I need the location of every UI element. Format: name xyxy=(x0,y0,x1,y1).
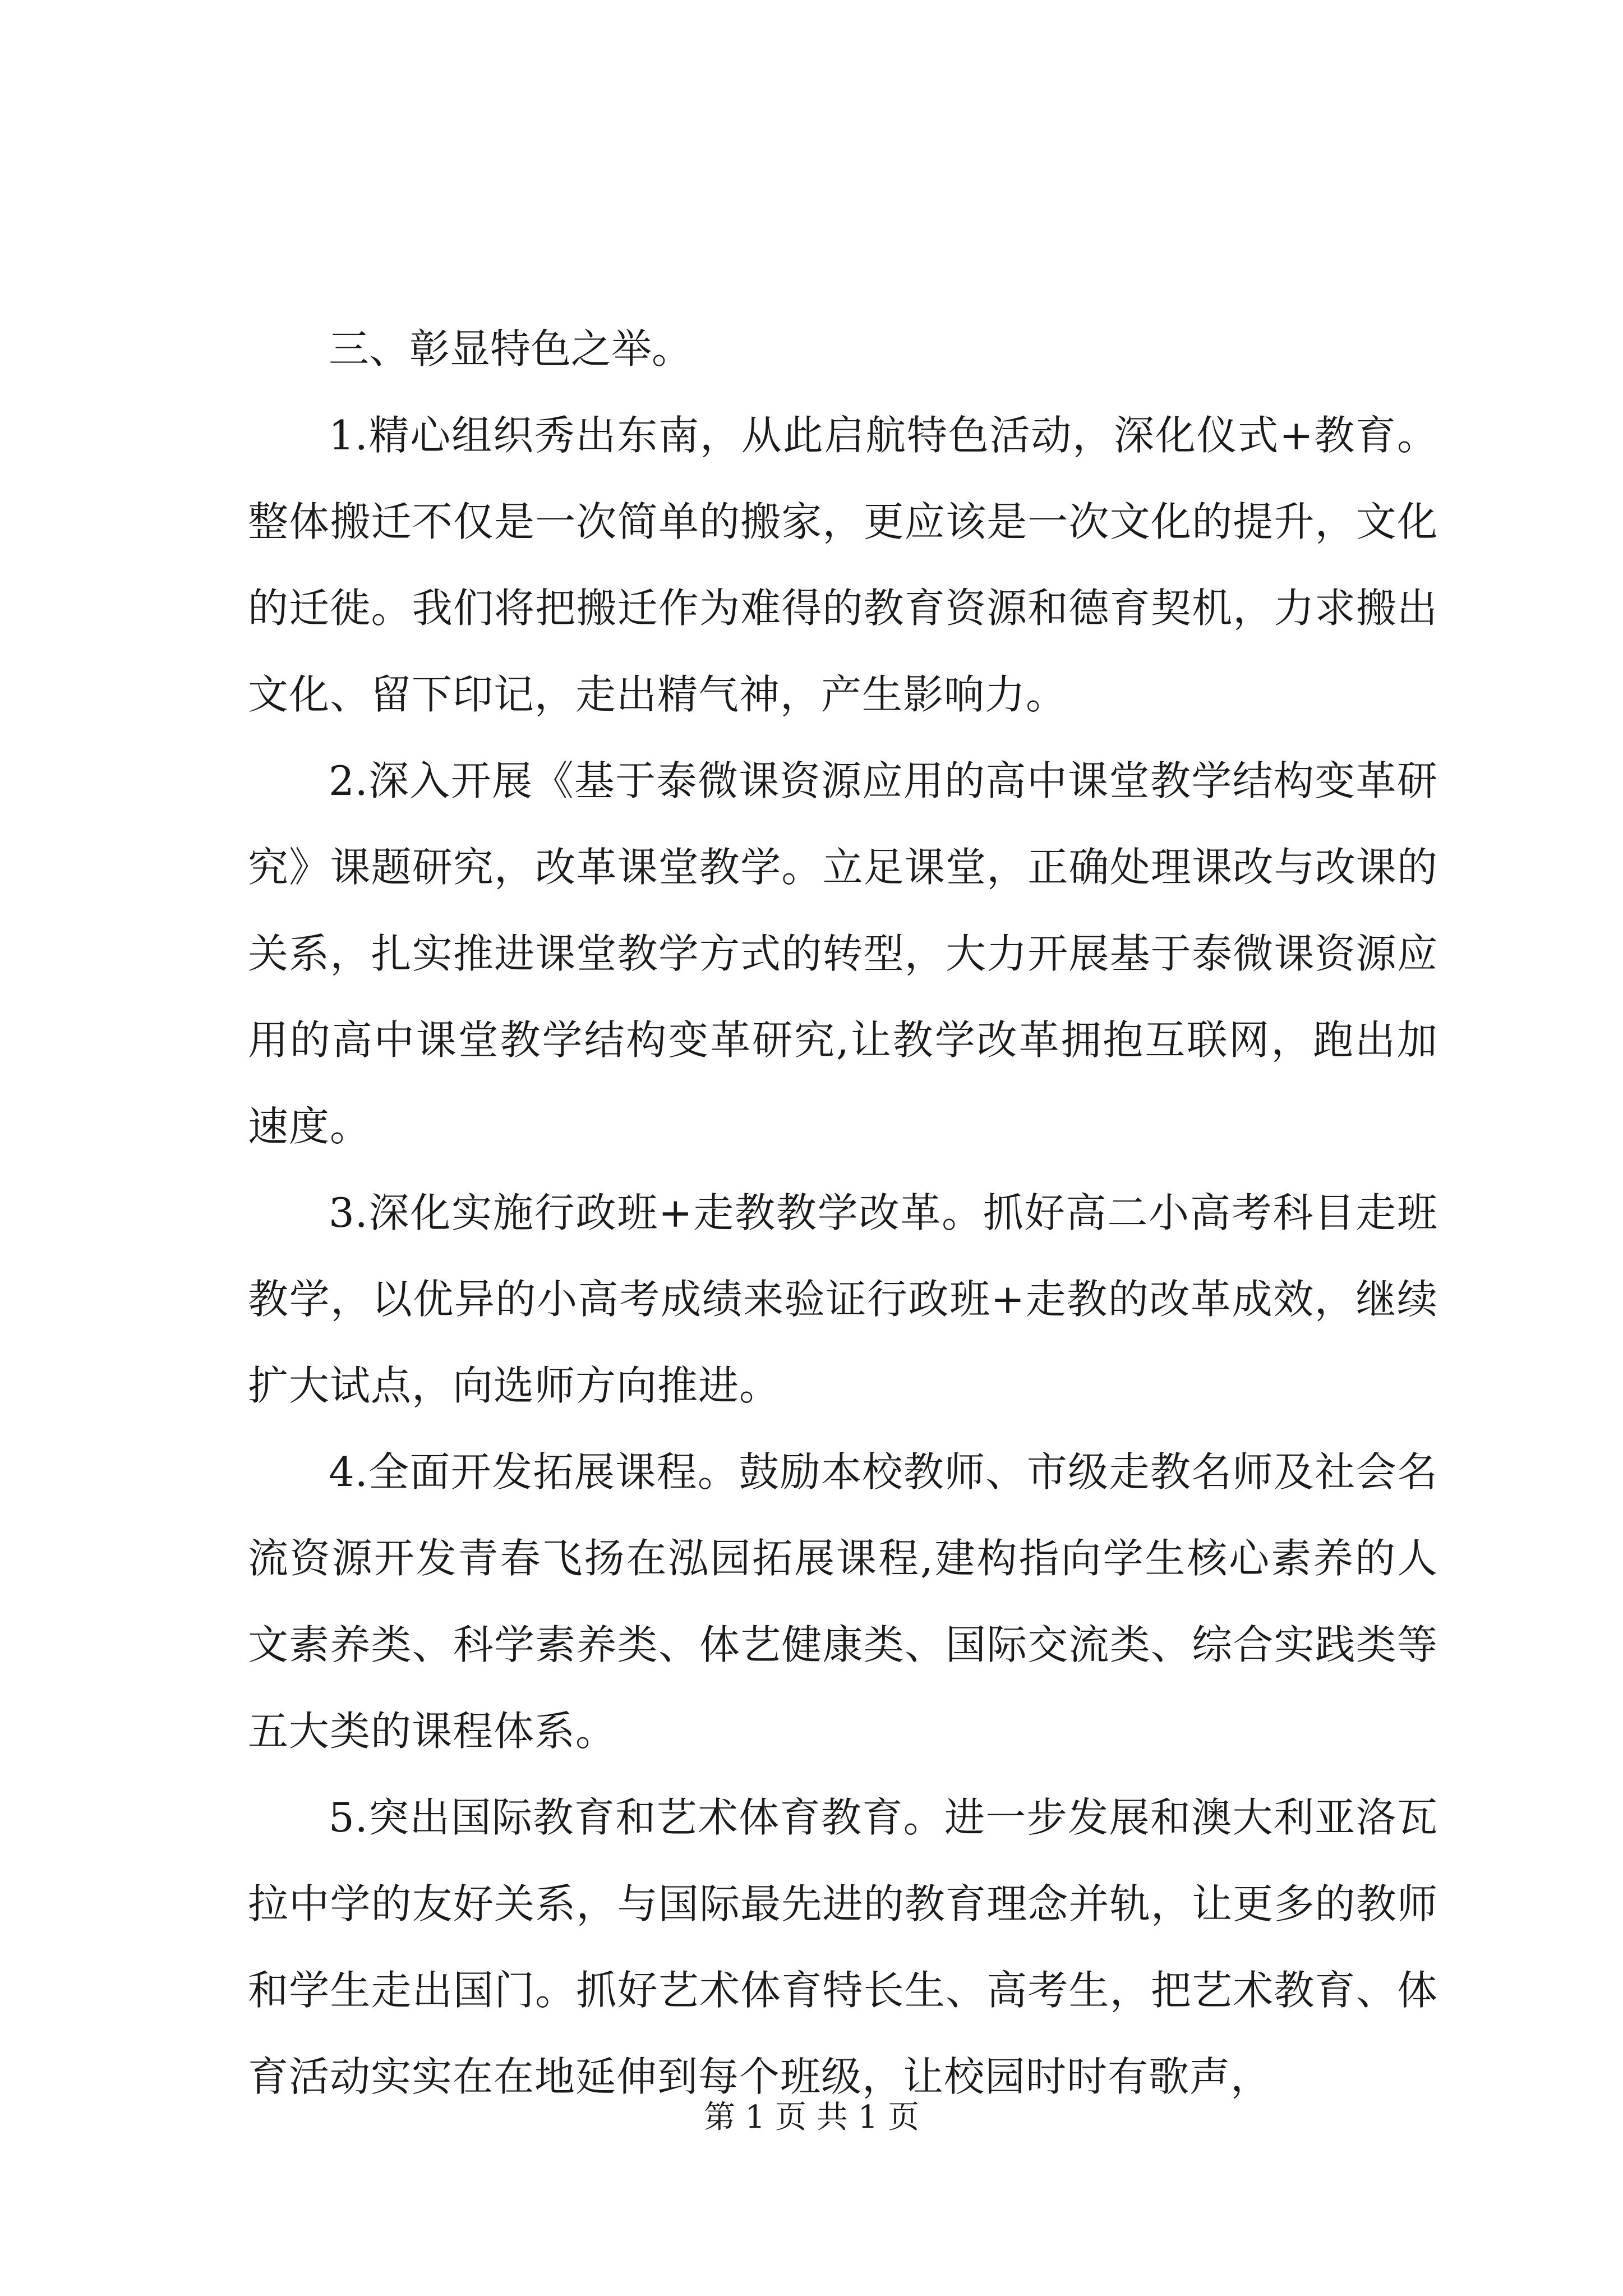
page-footer: 第 1 页 共 1 页 xyxy=(703,2099,920,2136)
paragraph-2: 2.深入开展《基于泰微课资源应用的高中课堂教学结构变革研究》课题研究，改革课堂教学。立足课堂，正确处理课改与改课的关系，扎实推进课堂教学方式的转型，大力开展基于泰微课资源应用的高中课堂教学结构变革研究,让教学改革拥抱互联网，跑出加速度。 xyxy=(248,757,1438,1150)
section-heading: 三、彰显特色之举。 xyxy=(329,325,693,372)
paragraph-1: 1.精心组织秀出东南，从此启航特色活动，深化仪式+教育。整体搬迁不仅是一次简单的搬家，更应该是一次文化的提升，文化的迁徙。我们将把搬迁作为难得的教育资源和德育契机，力求搬出文化、留下印记，走出精气神，产生影响力。 xyxy=(248,412,1438,718)
paragraph-5: 5.突出国际教育和艺术体育教育。进一步发展和澳大利亚洛瓦拉中学的友好关系，与国际最先进的教育理念并轨，让更多的教师和学生走出国门。抓好艺术体育特长生、高考生，把艺术教育、体育活动实实在在地延伸到每个班级，让校园时时有歌声， xyxy=(248,1794,1438,2100)
paragraph-4: 4.全面开发拓展课程。鼓励本校教师、市级走教名师及社会名流资源开发青春飞扬在泓园拓展课程,建构指向学生核心素养的人文素养类、科学素养类、体艺健康类、国际交流类、综合实践类等五大类的课程体系。 xyxy=(248,1448,1438,1755)
paragraph-3: 3.深化实施行政班+走教教学改革。抓好高二小高考科目走班教学，以优异的小高考成绩来验证行政班+走教的改革成效，继续扩大试点，向选师方向推进。 xyxy=(248,1189,1438,1409)
document-body xyxy=(248,306,1438,2120)
